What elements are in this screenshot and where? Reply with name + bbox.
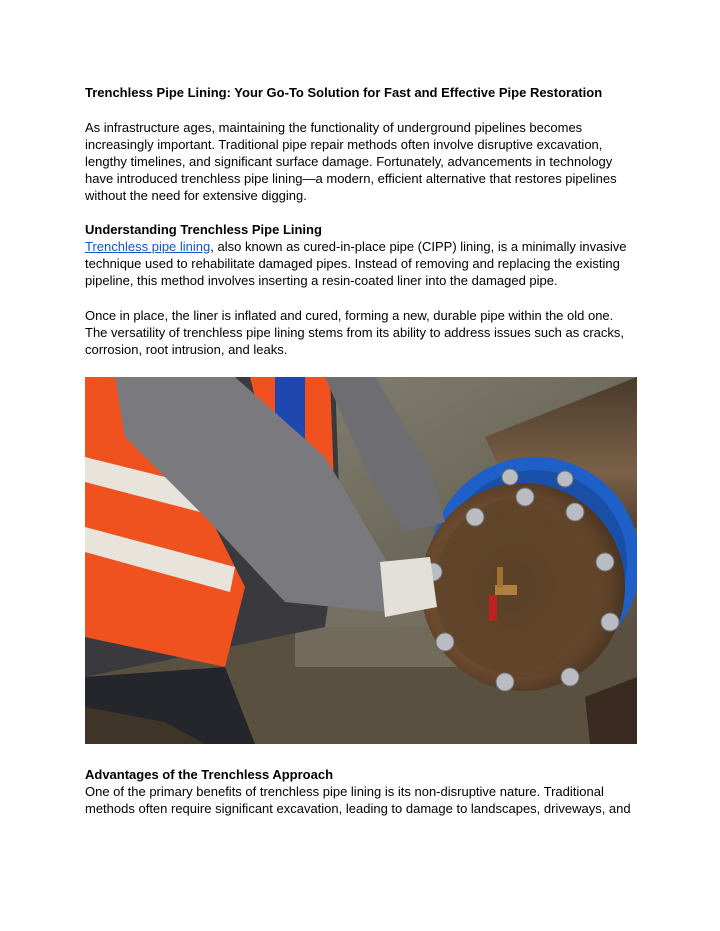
intro-line: lengthy timelines, and significant surface damage. Fortunately, advancements in technology <box>85 154 613 169</box>
section1-para2-line: Once in place, the liner is inflated and cured, forming a new, durable pipe within the old one. <box>85 308 614 323</box>
pipe-repair-photo <box>85 377 637 744</box>
section1-line: technique used to rehabilitate damaged pipes. Instead of removing and replacing the existing <box>85 256 620 271</box>
document-title: Trenchless Pipe Lining: Your Go-To Solution for Fast and Effective Pipe Restoration <box>85 85 603 100</box>
intro-line: increasingly important. Traditional pipe repair methods often involve disruptive excavation, <box>85 137 603 152</box>
section1-para2-line: The versatility of trenchless pipe lining stems from its ability to address issues such as cracks, <box>85 325 624 340</box>
section-heading-advantages: Advantages of the Trenchless Approach <box>85 767 334 782</box>
trenchless-pipe-lining-link[interactable]: Trenchless pipe lining <box>85 239 211 254</box>
intro-line: without the need for extensive digging. <box>85 188 307 203</box>
section1-para2-line: corrosion, root intrusion, and leaks. <box>85 342 288 357</box>
section1-line <box>85 238 626 255</box>
section-heading-understanding: Understanding Trenchless Pipe Lining <box>85 222 322 237</box>
section2-line: methods often require significant excavation, leading to damage to landscapes, driveways, and <box>85 801 631 816</box>
intro-line: have introduced trenchless pipe lining—a modern, efficient alternative that restores pipelines <box>85 171 617 186</box>
section1-line-rest: , also known as cured-in-place pipe (CIPP) lining, is a minimally invasive <box>210 239 627 254</box>
section2-line: One of the primary benefits of trenchless pipe lining is its non-disruptive nature. Traditional <box>85 784 604 799</box>
section1-line: pipeline, this method involves inserting a resin-coated liner into the damaged pipe. <box>85 273 558 288</box>
intro-line: As infrastructure ages, maintaining the functionality of underground pipelines becomes <box>85 120 583 135</box>
